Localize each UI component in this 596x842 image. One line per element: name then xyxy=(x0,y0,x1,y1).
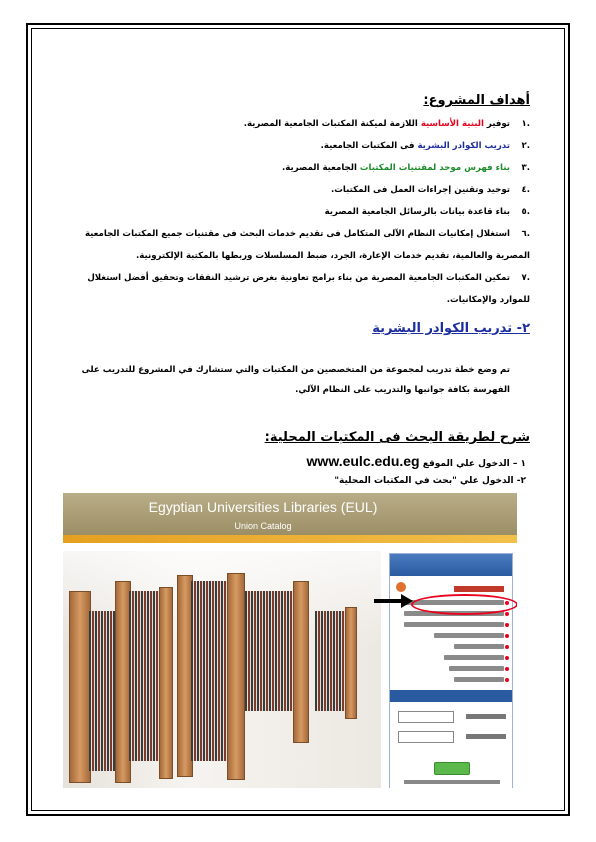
goal-text: الجامعية المصرية. xyxy=(282,163,360,173)
login-button[interactable] xyxy=(434,762,470,775)
goal-number: .١ xyxy=(521,119,530,129)
screenshot-subtitle: Union Catalog xyxy=(234,521,292,531)
goal-text: استغلال إمكانيات النظام الآلى المتكامل فى تقديم خدمات البحث فى مقتنيات جميع المكتبات الجامعية المصرية والعالمية، تقديم خدمات الإعارة، الجرد، ضبط المسلسلات وربطها بالمكتبة الإلكترونية. xyxy=(84,229,530,261)
goal-text: بناء قاعدة بيانات بالرسائل الجامعية المصرية xyxy=(324,207,510,217)
shelf xyxy=(293,581,309,743)
shelf xyxy=(159,587,173,779)
goal-text: البنية الأساسية xyxy=(420,119,484,129)
step1 xyxy=(301,453,526,469)
website-screenshot xyxy=(63,493,517,788)
password-label xyxy=(466,734,506,739)
username-label xyxy=(466,714,506,719)
goal-item xyxy=(60,223,530,267)
goal-text: توفير xyxy=(483,119,510,129)
panel-section-title xyxy=(454,586,504,592)
shelf xyxy=(227,573,245,780)
password-field[interactable] xyxy=(398,731,454,743)
panel-login-section-bar xyxy=(390,690,512,702)
section3-heading: شرح لطريقة البحث فى المكتبات المحلية: xyxy=(264,430,530,445)
goal-item xyxy=(60,135,530,157)
section2-paragraph: تم وضع خطة تدريب لمجموعة من المتخصصين من المكتبات والتي ستشارك في المشروع للتدريب على الفهرسة بكافة جوانبها والتدريب على النظام الآلي. xyxy=(81,365,510,395)
bullet-icon xyxy=(505,612,509,616)
screenshot-accent-bar xyxy=(63,535,517,543)
menu-item[interactable] xyxy=(404,622,504,627)
step2: ٢- الدخول علي "بحث في المكتبات المحلية" xyxy=(334,476,526,486)
books xyxy=(129,591,159,761)
goal-number: .٢ xyxy=(521,141,530,151)
goals-heading: أهداف المشروع: xyxy=(423,93,530,108)
pointer-arrow-icon xyxy=(401,594,413,608)
bullet-icon xyxy=(505,678,509,682)
login-panel xyxy=(389,553,513,788)
goal-item xyxy=(60,201,530,223)
bullet-icon xyxy=(505,656,509,660)
bullet-icon xyxy=(505,623,509,627)
goal-number: .٧ xyxy=(521,273,530,283)
books xyxy=(89,611,115,771)
goal-text: توحيد وتقنين إجراءات العمل فى المكتبات. xyxy=(330,185,510,195)
section2-heading: ٢- تدريب الكوادر البشرية xyxy=(372,321,530,336)
goal-text: بناء فهرس موحد لمقتنيات المكتبات xyxy=(359,163,510,173)
bullet-icon xyxy=(505,634,509,638)
goal-number: .٦ xyxy=(521,229,530,239)
username-field[interactable] xyxy=(398,711,454,723)
books xyxy=(315,611,345,711)
goal-number: .٥ xyxy=(521,207,530,217)
bullet-icon xyxy=(505,645,509,649)
books xyxy=(245,591,293,711)
step1-url[interactable]: www.eulc.edu.eg xyxy=(306,453,420,469)
goals-list xyxy=(60,113,530,311)
screenshot-title: Egyptian Universities Libraries (EUL) xyxy=(148,499,378,515)
goal-item xyxy=(60,157,530,179)
screenshot-header xyxy=(63,493,517,535)
goal-text: تدريب الكوادر البشرية xyxy=(417,141,510,151)
books xyxy=(191,581,227,761)
menu-item[interactable] xyxy=(449,666,504,671)
register-link[interactable] xyxy=(404,780,500,784)
goal-item xyxy=(60,113,530,135)
goal-text: تمكين المكتبات الجامعية المصرية من بناء برامج تعاونية بغرض ترشيد النفقات وتحقيق أفضل استغلال للموارد والإمكانيات. xyxy=(87,273,530,305)
panel-top-bar xyxy=(390,554,512,576)
panel-logo-icon xyxy=(396,582,406,592)
goal-number: .٤ xyxy=(521,185,530,195)
menu-item[interactable] xyxy=(454,644,504,649)
menu-item[interactable] xyxy=(434,633,504,638)
shelf xyxy=(69,591,91,783)
goal-text: فى المكتبات الجامعية. xyxy=(320,141,418,151)
step1-text: ١ – الدخول علي الموقع xyxy=(422,459,526,469)
goal-item xyxy=(60,267,530,311)
menu-item[interactable] xyxy=(454,677,504,682)
pointer-arrow-shaft xyxy=(374,599,404,603)
goal-text: اللازمة لميكنة المكتبات الجامعية المصرية. xyxy=(243,119,421,129)
shelf xyxy=(345,607,357,719)
bullet-icon xyxy=(505,667,509,671)
highlight-oval xyxy=(411,594,517,615)
goal-number: .٣ xyxy=(521,163,530,173)
goal-item xyxy=(60,179,530,201)
library-shelves-photo xyxy=(63,551,381,788)
menu-item[interactable] xyxy=(444,655,504,660)
